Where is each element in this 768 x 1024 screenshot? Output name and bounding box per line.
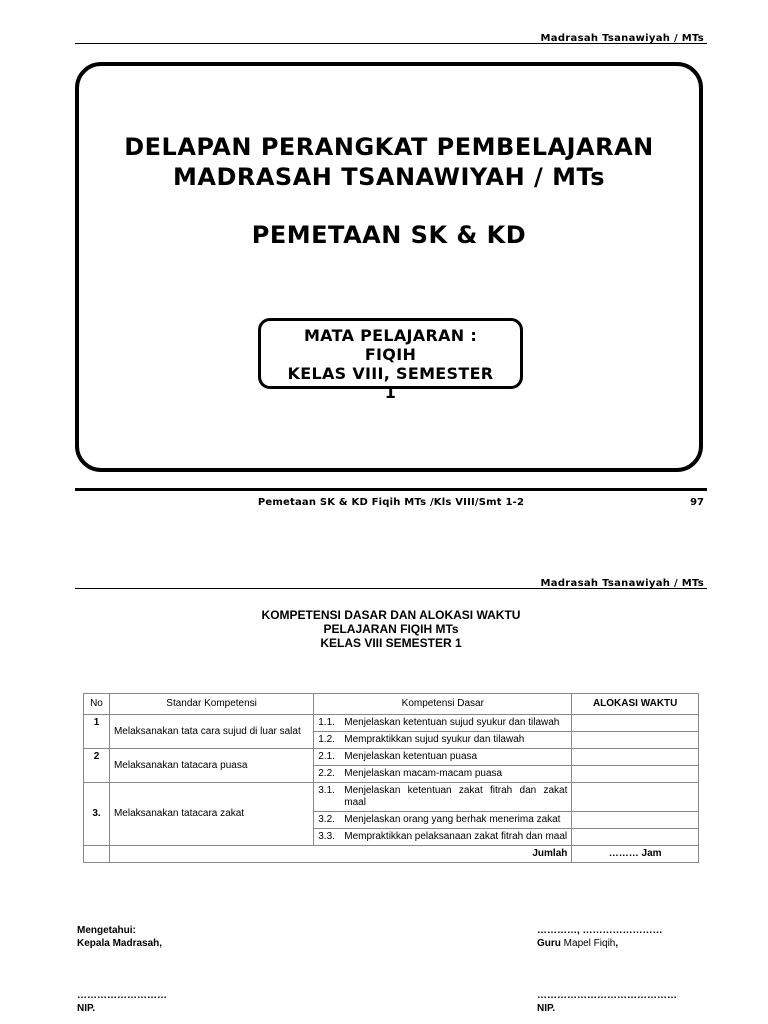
page-number: 97 xyxy=(690,497,704,508)
cover-title-line2: MADRASAH TSANAWIYAH / MTs xyxy=(172,163,606,191)
cover-frame xyxy=(75,62,703,472)
kd-number: 1.2. xyxy=(318,734,335,745)
kd-text: Menjelaskan macam-macam puasa xyxy=(344,768,503,779)
page-header: Madrasah Tsanawiyah / MTs xyxy=(540,33,704,44)
alokasi-cell xyxy=(572,829,699,846)
kd-number: 3.1. xyxy=(318,785,335,796)
cover-title-line3: PEMETAAN SK & KD xyxy=(251,221,527,249)
subject-line2: FIQIH xyxy=(364,345,417,364)
kd-text: Menjelaskan ketentuan puasa xyxy=(344,751,478,762)
guru-word: Guru xyxy=(537,938,561,949)
kd-number: 2.1. xyxy=(318,751,335,762)
col-alokasi-header: ALOKASI WAKTU xyxy=(572,694,699,715)
kd-text: Menjelaskan ketentuan zakat fitrah dan zakat maal xyxy=(344,785,568,808)
kd-table xyxy=(83,693,699,863)
nip-right: NIP. xyxy=(537,1003,556,1014)
kepala-madrasah-label: Kepala Madrasah, xyxy=(77,938,163,949)
kd-cell xyxy=(314,732,572,749)
alokasi-cell xyxy=(572,766,699,783)
subject-line3: KELAS VIII, SEMESTER xyxy=(287,364,494,383)
footer-rule xyxy=(75,488,707,491)
signature-line-left: ……………………… xyxy=(77,990,167,1001)
kd-text: Mempraktikkan pelaksanaan zakat fitrah dan maal xyxy=(344,831,568,842)
jumlah-value: ……… Jam xyxy=(572,846,699,863)
jumlah-no-cell xyxy=(84,846,110,863)
kd-number: 3.2. xyxy=(318,814,335,825)
jumlah-row xyxy=(84,846,699,863)
kd-number: 3.3. xyxy=(318,831,335,842)
signature-line-right: …………………………………… xyxy=(537,990,677,1001)
signature-right-bottom xyxy=(537,989,677,1015)
mengetahui-label: Mengetahui: xyxy=(77,925,136,936)
mapel-fiqih: Mapel Fiqih xyxy=(563,938,616,949)
col-kd-header: Kompetensi Dasar xyxy=(314,694,572,715)
row-sk: Melaksanakan tata cara sujud di luar salat xyxy=(109,715,313,749)
kd-number: 2.2. xyxy=(318,768,335,779)
alokasi-cell xyxy=(572,732,699,749)
alokasi-cell xyxy=(572,783,699,812)
kd-cell xyxy=(314,749,572,766)
kd-cell xyxy=(314,812,572,829)
table-header-row xyxy=(84,694,699,715)
row-no: 3. xyxy=(84,783,110,846)
col-no-header: No xyxy=(84,694,110,715)
kd-cell xyxy=(314,715,572,732)
table-row xyxy=(84,783,699,812)
guru-label xyxy=(537,937,663,950)
nip-left: NIP. xyxy=(77,1003,96,1014)
alokasi-cell xyxy=(572,715,699,732)
heading-line3: KELAS VIII SEMESTER 1 xyxy=(320,636,462,650)
row-sk: Melaksanakan tatacara zakat xyxy=(109,783,313,846)
signature-left xyxy=(77,924,162,950)
jumlah-label: Jumlah xyxy=(109,846,571,863)
date-placeholder: …………, …………………… xyxy=(537,925,663,936)
page-footer: Pemetaan SK & KD Fiqih MTs /Kls VIII/Smt 1-2 xyxy=(257,497,525,508)
row-no: 2 xyxy=(84,749,110,783)
kd-cell xyxy=(314,783,572,812)
row-sk: Melaksanakan tatacara puasa xyxy=(109,749,313,783)
guru-comma: , xyxy=(615,938,619,949)
table-row xyxy=(84,715,699,732)
heading-line2: PELAJARAN FIQIH MTs xyxy=(323,622,459,636)
kd-cell xyxy=(314,766,572,783)
page-header-2: Madrasah Tsanawiyah / MTs xyxy=(540,578,704,589)
signature-left-bottom xyxy=(77,989,167,1015)
kd-text: Menjelaskan ketentuan sujud syukur dan tilawah xyxy=(344,717,560,728)
col-sk-header: Standar Kompetensi xyxy=(109,694,313,715)
signature-right xyxy=(537,924,663,950)
kd-number: 1.1. xyxy=(318,717,335,728)
kd-text: Menjelaskan orang yang berhak menerima zakat xyxy=(344,814,561,825)
kd-text: Mempraktikkan sujud syukur dan tilawah xyxy=(344,734,525,745)
row-no: 1 xyxy=(84,715,110,749)
subject-line4: 1 xyxy=(384,383,397,402)
cover-title-line1: DELAPAN PERANGKAT PEMBELAJARAN xyxy=(124,133,654,161)
heading-line1: KOMPETENSI DASAR DAN ALOKASI WAKTU xyxy=(261,608,521,622)
subject-line1: MATA PELAJARAN : xyxy=(303,326,478,345)
kd-cell xyxy=(314,829,572,846)
subject-block xyxy=(248,326,533,402)
table-row xyxy=(84,749,699,766)
alokasi-cell xyxy=(572,812,699,829)
alokasi-cell xyxy=(572,749,699,766)
